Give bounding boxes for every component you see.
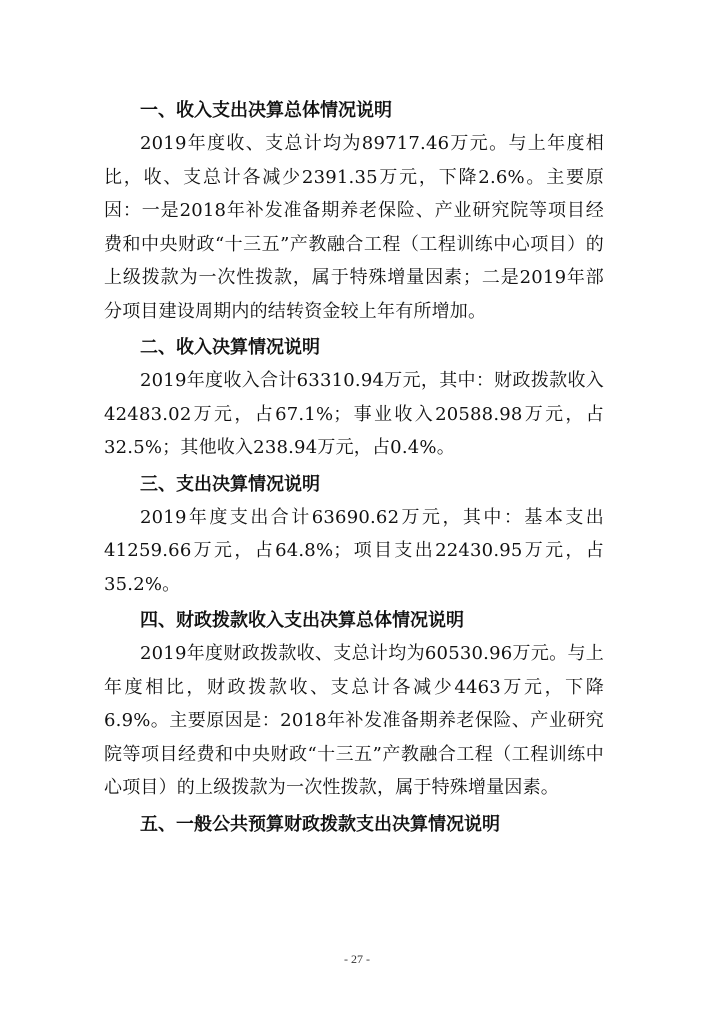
section-heading-3: 三、支出决算情况说明	[140, 473, 320, 495]
section-body-1: 2019年度收、支总计均为89717.46万元。与上年度相比，收、支总计各减少2391.35万元，下降2.6%。主要原因：一是2018年补发准备期养老保险、产业研究院等项目经费和中央财政“十三五”产教融合工程（工程训练中心项目）的上级拨款为一次性拨款，属于特殊增量因素；二是2019年部分项目建设周期内的结转资金较上年有所增加。	[104, 133, 604, 322]
section-body-3: 2019年度支出合计63690.62万元，其中：基本支出41259.66万元，占64.8%；项目支出22430.95万元，占35.2%。	[104, 506, 604, 595]
section-body-2: 2019年度收入合计63310.94万元，其中：财政拨款收入42483.02万元，占67.1%；事业收入20588.98万元，占32.5%；其他收入238.94万元，占0.4%。	[104, 370, 604, 458]
document-body	[104, 94, 604, 841]
page-number: - 27 -	[344, 952, 370, 966]
section-heading-2: 二、收入决算情况说明	[140, 337, 320, 358]
section-heading-4: 四、财政拨款收入支出决算总体情况说明	[140, 610, 464, 631]
section-heading-5: 五、一般公共预算财政拨款支出决算情况说明	[140, 813, 500, 835]
section-body-4: 2019年度财政拨款收、支总计均为60530.96万元。与上年度相比，财政拨款收、支总计各减少4463万元，下降6.9%。主要原因是：2018年补发准备期养老保险、产业研究院等项目经费和中央财政“十三五”产教融合工程（工程训练中心项目）的上级拨款为一次性拨款，属于特殊增量因素。	[104, 643, 604, 798]
section-heading-1: 一、收入支出决算总体情况说明	[140, 100, 392, 121]
